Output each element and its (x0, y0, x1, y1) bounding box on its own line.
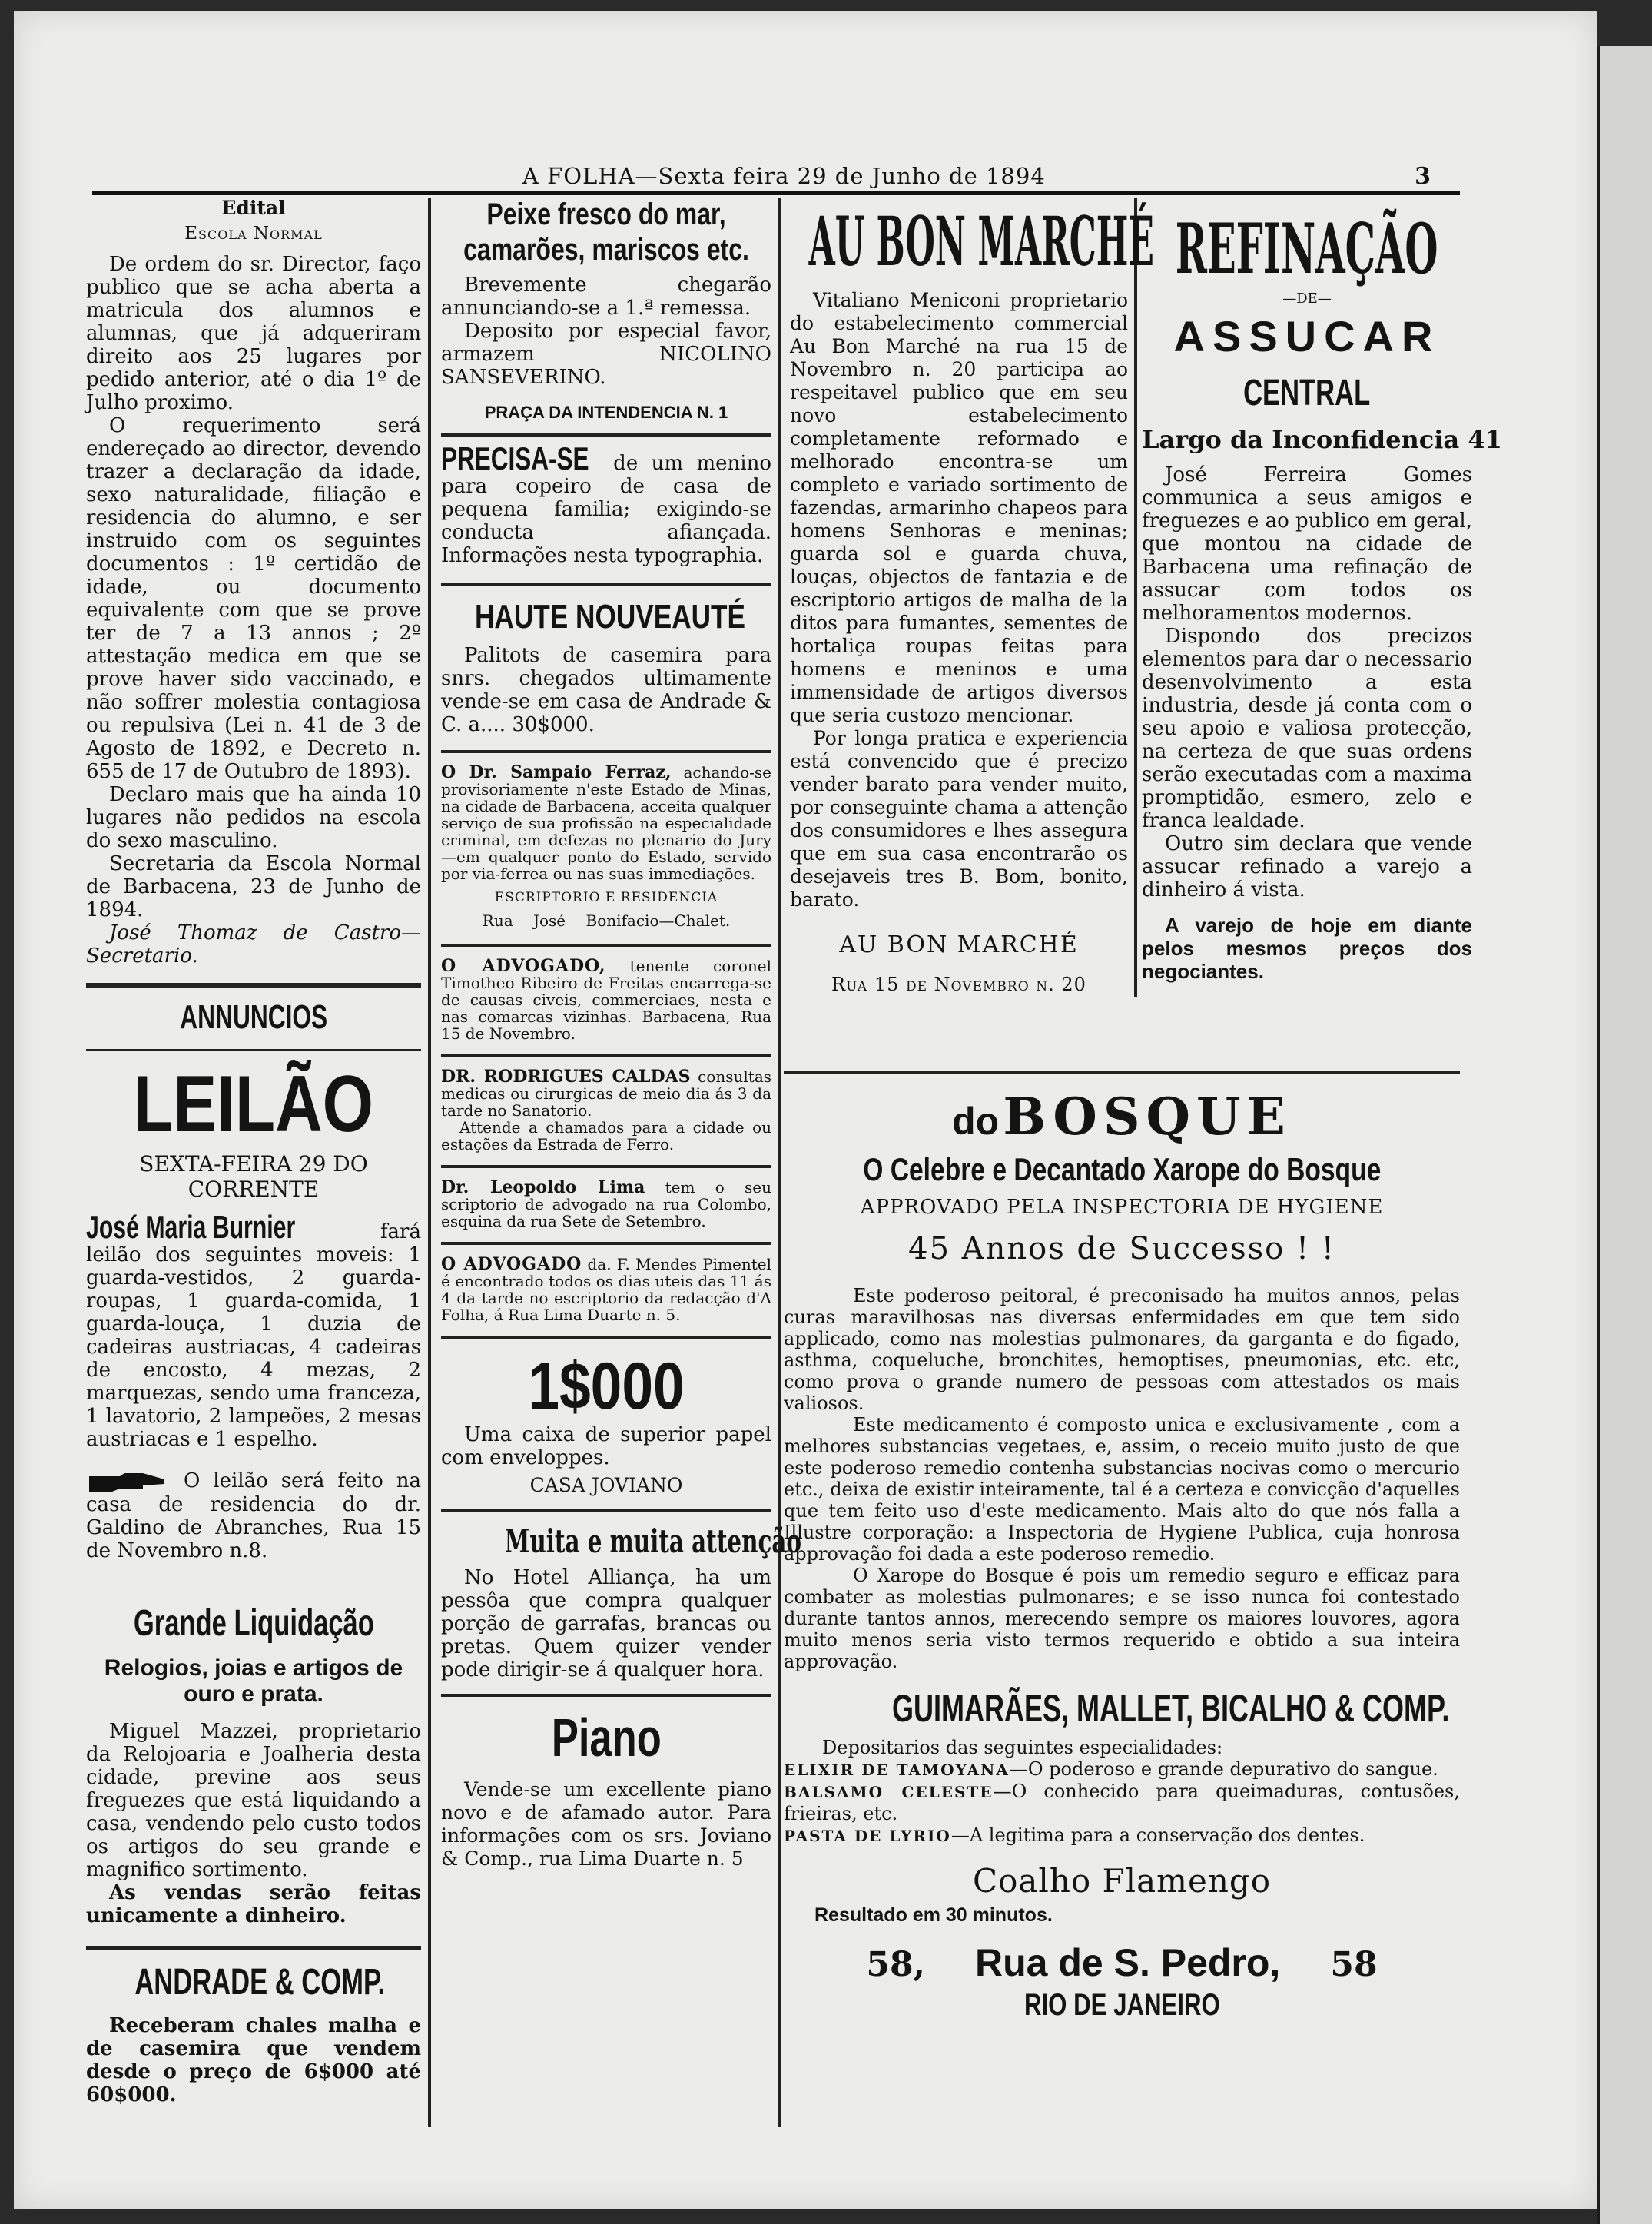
column-rule-1 (428, 198, 431, 2127)
liquidacao-subtitle: Relogios, joias e artigos de ouro e prata. (104, 1655, 403, 1707)
edital-paragraph-3: Declaro mais que ha ainda 10 lugares não pedidos na escola do sexo masculino. (86, 783, 421, 852)
precisa-text: de um menino para copeiro de casa de pequena familia; exigindo-se conducta afiançada. Informações nesta typographia. (441, 452, 771, 567)
refinacao-assucar: ASSUCAR (1173, 312, 1441, 360)
peixe-title: Peixe fresco do mar, camarões, mariscos etc. (463, 198, 749, 267)
haute-title: HAUTE NOUVEAUTÉ (475, 598, 746, 636)
edital-paragraph-1: De ordem do sr. Director, faço publico que se acha aberta a matricula dos alumnos e alumnas, que já adqueriram direito aos 25 lugares por pedido anterior, até o dia 1º de Julho proximo. (86, 253, 421, 414)
price-title: 1$000 (528, 1349, 685, 1423)
coalho-title: Coalho Flamengo (972, 1862, 1272, 1900)
muita-title: Muita e muita attenção (504, 1522, 802, 1560)
divider (441, 1165, 771, 1168)
peixe-text-2: Deposito por especial favor, armazem NICOLINO SANSEVERINO. (441, 320, 771, 389)
column-4 (1142, 197, 1502, 983)
edital-paragraph-4: Secretaria da Escola Normal de Barbacena, 23 de Junho de 1894. (86, 852, 421, 921)
peixe-place: PRAÇA DA INTENDENCIA N. 1 (484, 403, 728, 422)
bosque-company: GUIMARÃES, MALLET, BICALHO & COMP. (892, 1687, 1450, 1730)
divider (86, 983, 421, 988)
advogado-1-name: O ADVOGADO, (441, 956, 606, 976)
liquidacao-title: Grande Liquidação (133, 1603, 374, 1644)
leopoldo-text: tem o seu scriptorio de advogado na rua Colombo, esquina da rua Sete de Setembro. (441, 1178, 771, 1230)
divider (441, 750, 771, 753)
pasta-name: PASTA DE LYRIO (784, 1827, 951, 1845)
page-edge (1597, 46, 1652, 2224)
dr-rodrigues-text-2: Attende a chamados para a cidade ou estações da Estrada de Ferro. (441, 1118, 771, 1153)
refinacao-text-4: A varejo de hoje em diante pelos mesmos preços dos negociantes. (1142, 914, 1472, 983)
andrade-title: ANDRADE & COMP. (134, 1962, 386, 2003)
divider (86, 1946, 421, 1950)
advogado-2-text: da. F. Mendes Pimentel é encontrado todos os dias uteis das 11 ás 4 da tarde no escriptorio da redacção d'A Folha, á Rua Lima Duarte n. 5. (441, 1255, 772, 1324)
elixir-text: —O poderoso e grande depurativo do sangue. (1009, 1758, 1438, 1780)
running-title: A FOLHA—Sexta feira 29 de Junho de 1894 (522, 163, 1046, 189)
edital-heading: Edital (221, 197, 286, 219)
refinacao-text-2: Dispondo dos precizos elementos para dar o necessario desenvolvimento a esta industria, desde já conta com o seu apoio e valiosa protecção, na certeza de que suas ordens serão executadas com a maxima promptidão, esmero, zelo e franca lealdade. (1142, 625, 1472, 832)
bon-marche-text: Vitaliano Meniconi proprietario do estabelecimento commercial Au Bon Marché na rua 15 de Novembro n. 20 participa ao respeitavel publico que em seu novo estabelecimento completamente reformado e melhorado encontra-se um completo e variado sortimento de fazendas, armarinho chapeos para homens Senhoras e meninas; guarda sol e guarda chuva, louças, objectos de fantazia e de escriptorio artigos de malha de la ditos para fumantes, sementes de hortaliça roupas feitas para homens e meninos e uma immensidade de artigos diversos que seria custozo mencionar. (790, 289, 1128, 726)
bosque-approved: APPROVADO PELA INSPECTORIA DE HYGIENE (860, 1196, 1384, 1219)
bosque-title: BOSQUE (1003, 1087, 1292, 1147)
divider (441, 944, 771, 947)
bosque-paragraph-3: O Xarope do Bosque é pois um remedio seguro e efficaz para combater as molestias pulmonares; e se isso nunca foi contestado durante tantos annos, merecendo sempre os maiores louvores, agora muito menos seria visto termos requerido e obtido a sua inteira approvação. (784, 1565, 1460, 1672)
precisa-title: PRECISA-SE (441, 440, 589, 476)
edital-subheading: Escola Normal (184, 224, 323, 244)
advogado-2-name: O ADVOGADO (441, 1254, 582, 1274)
divider (441, 433, 771, 437)
bon-marche-signature: AU BON MARCHÉ (839, 931, 1079, 958)
piano-text: Vende-se um excellente piano novo e de afamado autor. Para informações com os srs. Joviano & Comp., rua Lima Duarte n. 5 (441, 1778, 771, 1870)
bon-marche-text-2: Por longa pratica e experiencia está convencido que é precizo vender barato para vender muito, por conseguinte chama a attenção dos consumidores e lhes assegura que em sua casa encontrarão os desejaveis tres B. Bom, bonito, barato. (790, 727, 1128, 911)
leilao-auctioneer: José Maria Burnier (86, 1209, 296, 1245)
refinacao-largo: Largo da Inconfidencia 41 (1142, 425, 1502, 454)
peixe-text: Brevemente chegarão annunciando-se a 1.ª remessa. (441, 274, 771, 320)
dr-rodrigues-name: DR. RODRIGUES CALDAS (441, 1067, 691, 1087)
balsamo-text: —O conhecido para queimaduras, contusões, frieiras, etc. (784, 1781, 1460, 1824)
bon-marche-title: AU BON MARCHÉ (808, 201, 1154, 281)
leilao-title: LEILÃO (133, 1060, 374, 1149)
bosque-years: 45 Annos de Successo ! ! (908, 1231, 1335, 1266)
address-number-right: 58 (1330, 1945, 1378, 1984)
pointing-hand-icon (86, 1470, 171, 1493)
advogado-1-text: tenente coronel Timotheo Ribeiro de Freitas encarrega-se de causas civeis, commerciaes, nesta e nas comarcas vizinhas. Barbacena, Rua 15 de Novembro. (441, 957, 771, 1043)
address-number-left: 58, (866, 1945, 925, 1984)
running-header (92, 163, 1460, 195)
leopoldo-name: Dr. Leopoldo Lima (441, 1177, 645, 1197)
divider (86, 1049, 421, 1051)
divider (441, 1694, 771, 1697)
divider (441, 1242, 771, 1245)
divider (441, 1509, 771, 1512)
refinacao-central: CENTRAL (1243, 373, 1371, 413)
refinacao-title: REFINAÇÃO (1176, 208, 1438, 290)
sampaio-name: O Dr. Sampaio Ferraz, (441, 762, 672, 782)
sampaio-office-label: ESCRIPTORIO E RESIDENCIA (494, 890, 718, 905)
bon-marche-address: Rua 15 de Novembro n. 20 (831, 974, 1086, 995)
piano-title: Piano (551, 1708, 662, 1768)
leilao-date: SEXTA-FEIRA 29 DO CORRENTE (139, 1151, 368, 1202)
pasta-text: —A legitima para a conservação dos dentes. (950, 1824, 1365, 1846)
haute-text: Palitots de casemira para snrs. chegados ultimamente vende-se em casa de Andrade & C. a.... 30$000. (441, 644, 771, 736)
leilao-place: O leilão será feito na casa de residencia do dr. Galdino de Abranches, Rua 15 de Novembro n.8. (86, 1469, 422, 1562)
liquidacao-text-2: As vendas serão feitas unicamente a dinheiro. (86, 1881, 421, 1927)
edital-signature: José Thomaz de Castro—Secretario. (86, 921, 421, 968)
edital-paragraph-2: O requerimento será endereçado ao director, devendo trazer a declaração da idade, sexo naturalidade, filiação e residencia do alumno, e ser instruido com os seguintes documentos : 1º certidão de idade, ou documento equivalente com que se prove ter de 7 a 13 annos ; 2º attestação medica em que se prove haver sido vaccinado, e não soffrer molestia contagiosa ou repulsiva (Lei n. 41 de 3 de Agosto de 1892, e Decreto n. 655 de 17 de Outubro de 1893). (86, 414, 421, 783)
divider (441, 1054, 771, 1057)
liquidacao-text: Miguel Mazzei, proprietario da Relojoaria e Joalheria desta cidade, previne aos seus freguezes que está liquidando a casa, vendendo pelo custo todos os artigos do seu grande e magnifico sortimento. (86, 1720, 421, 1881)
address-city: RIO DE JANEIRO (1023, 1988, 1220, 2022)
sampaio-address: Rua José Bonifacio—Chalet. (482, 911, 731, 930)
column-rule-2 (778, 198, 781, 2127)
coalho-subtitle: Resultado em 30 minutos. (814, 1904, 1053, 1926)
bosque-title-do: do (952, 1100, 1000, 1143)
column-2 (441, 197, 802, 1870)
page-number: 3 (1415, 163, 1431, 190)
column-1 (86, 197, 421, 2106)
divider (441, 583, 771, 586)
balsamo-name: BALSAMO CELESTE (784, 1783, 994, 1801)
column-3 (790, 197, 1154, 995)
andrade-text: Receberam chales malha e de casemira que vendem desde o preço de 6$000 até 60$000. (86, 2014, 421, 2106)
bosque-subtitle: O Celebre e Decantado Xarope do Bosque (862, 1151, 1382, 1187)
divider (441, 1336, 771, 1339)
refinacao-text: José Ferreira Gomes communica a seus amigos e freguezes e ao publico em geral, que montou na cidade de Barbacena uma refinação de assucar com todos os melhoramentos modernos. (1142, 463, 1472, 625)
price-text: Uma caixa de superior papel com enveloppes. (441, 1423, 771, 1469)
address-street: Rua de S. Pedro, (975, 1941, 1281, 1984)
bosque-depositarios: Depositarios das seguintes especialidades: (822, 1737, 1223, 1758)
leilao-text: fará leilão dos seguintes moveis: 1 guarda-vestidos, 2 guarda-roupas, 1 guarda-comida, 1 guarda-louça, 1 duzia de cadeiras austriacas, 4 cadeiras de encosto, 4 mezas, 2 marquezas, sendo uma franceza, 1 lavatorio, 2 lampeões, 2 mesas austriacas e 1 espelho. (86, 1220, 421, 1451)
refinacao-de: —DE— (1282, 290, 1332, 307)
dr-rodrigues-text: consultas medicas ou cirurgicas de meio dia ás 3 da tarde no Sanatorio. (441, 1067, 772, 1120)
sampaio-text: achando-se provisoriamente n'este Estado de Minas, na cidade de Barbacena, acceita qualquer serviço de sua profissão na especialidade criminal, em defezas no plenario do Jury—em qualquer ponto do Estado, servido por via-ferrea ou nas suas immediações. (441, 763, 772, 883)
price-place: CASA JOVIANO (529, 1474, 683, 1496)
column-rule-3 (1134, 198, 1137, 997)
bosque-ad (784, 1071, 1460, 2023)
bosque-paragraph-2: Este medicamento é composto unica e exclusivamente , com a melhores substancias vegetaes, e, assim, o receio muito justo de que este poderoso remedio contenha substancias nocivas como o mercurio etc., deixa de existir inteiramente, tal é a certeza e convicção d'aquelles que tem feito uso d'este medicamento. Mais alto do que nós falla a Illustre corporação: a Inspectoria de Hygiene Publica, cuja honrosa approvação foi dada a este poderoso remedio. (784, 1414, 1460, 1565)
muita-text: No Hotel Alliança, ha um pessôa que compra qualquer porção de garrafas, brancas ou pretas. Quem quizer vender pode dirigir-se á qualquer hora. (441, 1566, 771, 1681)
refinacao-text-3: Outro sim declara que vende assucar refinado a varejo a dinheiro á vista. (1142, 832, 1472, 901)
annuncios-heading: ANNUNCIOS (180, 998, 327, 1036)
elixir-name: ELIXIR DE TAMOYANA (784, 1761, 1010, 1779)
bosque-paragraph-1: Este poderoso peitoral, é preconisado ha muitos annos, pelas curas maravilhosas nas diversas enfermidades em que tem sido applicado, como nas molestias pulmonares, da garganta e do figado, asthma, coqueluche, bronchites, hemoptises, pneumonias, etc. etc, como prova o grande numero de pessoas com attestados os mais valiosos. (784, 1285, 1460, 1414)
